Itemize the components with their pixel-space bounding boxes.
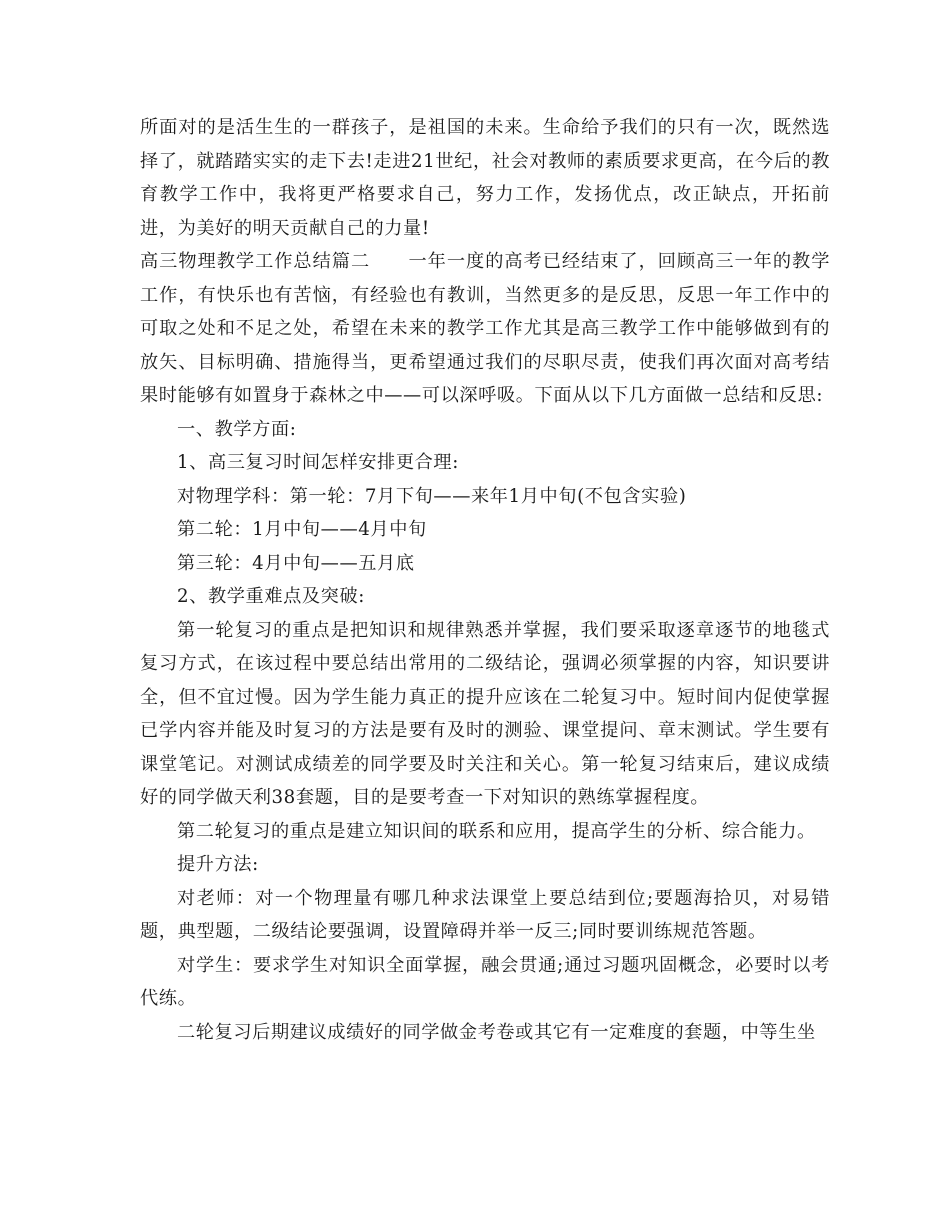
paragraph: 二轮复习后期建议成绩好的同学做金考卷或其它有一定难度的套题，中等生坐 bbox=[177, 1021, 816, 1043]
paragraph: 第二轮：1月中旬——4月中旬 bbox=[177, 519, 427, 540]
subsection-heading: 1、高三复习时间怎样安排更合理: bbox=[177, 452, 459, 473]
document-body bbox=[140, 111, 830, 1049]
paragraph: 第二轮复习的重点是建立知识间的联系和应用，提高学生的分析、综合能力。 bbox=[177, 820, 816, 842]
section-heading: 一、教学方面: bbox=[177, 418, 297, 440]
paragraph: 所面对的是活生生的一群孩子，是祖国的未来。生命给予我们的只有一次，既然选择了，就踏踏实实的走下去!走进21世纪，社会对教师的素质要求更高，在今后的教育教学工作中，我将更严格要求自己，努力工作，发扬优点，改正缺点，开拓前进，为美好的明天贡献自己的力量! bbox=[140, 117, 830, 239]
paragraph: 高三物理教学工作总结篇二 一年一度的高考已经结束了，回顾高三一年的教学工作，有快乐也有苦恼，有经验也有教训，当然更多的是反思，反思一年工作中的可取之处和不足之处，希望在未来的教学工作尤其是高三教学工作中能够做到有的放矢、目标明确、措施得当，更希望通过我们的尽职尽责，使我们再次面对高考结果时能够有如置身于森林之中——可以深呼吸。下面从以下几方面做一总结和反思: bbox=[140, 251, 830, 406]
paragraph: 对老师：对一个物理量有哪几种求法课堂上要总结到位;要题海拾贝，对易错题，典型题，二级结论要强调，设置障碍并举一反三;同时要训练规范答题。 bbox=[140, 887, 830, 942]
paragraph: 第三轮：4月中旬——五月底 bbox=[177, 552, 415, 574]
paragraph: 提升方法: bbox=[177, 854, 259, 875]
subsection-heading: 2、教学重难点及突破: bbox=[177, 586, 365, 607]
paragraph: 对学生：要求学生对知识全面掌握，融会贯通;通过习题巩固概念，必要时以考代练。 bbox=[140, 954, 830, 1009]
paragraph: 对物理学科：第一轮：7月下旬——来年1月中旬(不包含实验) bbox=[177, 485, 687, 507]
paragraph: 第一轮复习的重点是把知识和规律熟悉并掌握，我们要采取逐章逐节的地毯式复习方式，在该过程中要总结出常用的二级结论，强调必须掌握的内容，知识要讲全，但不宜过慢。因为学生能力真正的提升应该在二轮复习中。短时间内促使掌握已学内容并能及时复习的方法是要有及时的测验、课堂提问、章末测试。学生要有课堂笔记。对测试成绩差的同学要及时关注和关心。第一轮复习结束后，建议成绩好的同学做天利38套题，目的是要考查一下对知识的熟练掌握程度。 bbox=[140, 619, 830, 808]
